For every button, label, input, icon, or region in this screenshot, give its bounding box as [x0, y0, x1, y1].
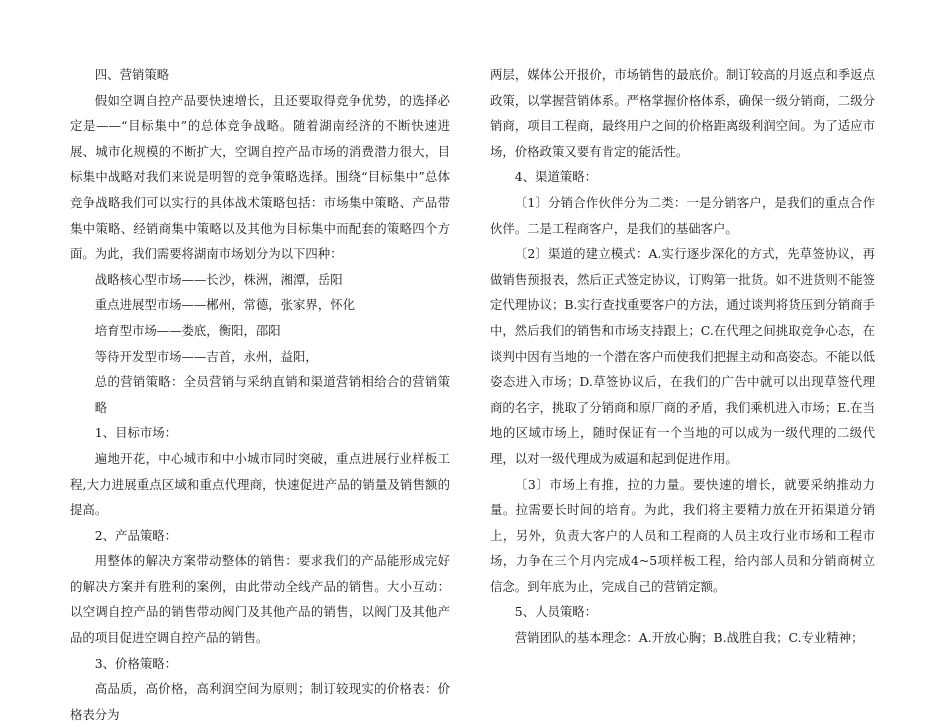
- section-line: 营销团队的基本理念：A.开放心胸；B.战胜自我；C.专业精神；: [514, 630, 864, 646]
- section-line: 战略核心型市场——长沙，株洲，湘潭，岳阳: [94, 271, 343, 287]
- section-line: 等待开发型市场——吉首，永州，益阳，: [94, 348, 318, 364]
- section-line: 四、营销策略: [94, 67, 170, 82]
- section-line: 2、产品策略：: [94, 527, 178, 543]
- continued-paragraph: 两层，媒体公开报价，市场销售的最底价。制订较高的月返点和季返点政策，以掌握营销体系。严格掌握价格体系，确保一级分销商，二级分销商，项目工程商，最终用户之间的价格距离级利润空间。为了适应市场，价格政策又要有肯定的能活性。: [490, 67, 875, 159]
- section-line: 总的营销策略：全员营销与采纳直销和渠道营销相给合的营销策略: [94, 374, 450, 415]
- right-column: [490, 62, 875, 651]
- section-line: 培育型市场——娄底，衡阳，邵阳: [94, 322, 281, 338]
- left-column: [70, 62, 450, 727]
- section-line: 1、目标市场：: [94, 425, 178, 441]
- body-paragraph: 遍地开花，中心城市和中小城市同时突破，重点进展行业样板工程,大力进展重点区域和重点代理商，快速促进产品的销量及销售额的提高。: [70, 450, 450, 518]
- body-paragraph: 〔1〕分销合作伙伴分为二类：一是分销客户，是我们的重点合作伙伴。二是工程商客户，是我们的基础客户。: [490, 194, 875, 236]
- section-line: 4、渠道策略：: [514, 169, 598, 185]
- body-paragraph: 〔3〕市场上有推，拉的力量。要快速的增长，就要采纳推动力量。拉需要长时间的培育。为此，我们将主要精力放在开拓渠道分销上，另外，负责大客户的人员和工程商的人员主攻行业市场和工程市场，力争在三个月内完成4~5项样板工程，给内部人员和分销商树立信念。到年底为止，完成自己的营销定额。: [490, 476, 875, 594]
- section-line: 重点进展型市场——郴州，常德，张家界，怀化: [94, 297, 355, 313]
- body-paragraph: 假如空调自控产品要快速增长，且还要取得竞争优势，的选择必定是——“目标集中”的总体竞争战略。随着湖南经济的不断快速进展、城市化规模的不断扩大，空调自控产品市场的消费潜力很大，目标集中战略对我们来说是明智的竞争策略选择。围绕“目标集中”总体竞争战略我们可以实行的具体战术策略包括：市场集中策略、产品带集中策略、经销商集中策略以及其他为目标集中而配套的策略四个方面。为此，我们需要将湖南市场划分为以下四种：: [70, 92, 450, 262]
- section-line: 3、价格策略：: [94, 655, 178, 671]
- body-paragraph: 〔2〕渠道的建立模式：A.实行逐步深化的方式，先草签协议，再做销售预报表，然后正式签定协议，订购第一批货。如不进货则不能签定代理协议；B.实行查找重要客户的方法，通过谈判将货压到分销商手中，然后我们的销售和市场支持跟上；C.在代理之间挑取竞争心态，在谈判中因有当地的一个潜在客户而使我们把握主动和高姿态。不能以低姿态进入市场；D.草签协议后，在我们的广告中就可以出现草签代理商的名字，挑取了分销商和原厂商的矛盾，我们乘机进入市场；E.在当地的区域市场上，随时保证有一个当地的可以成为一级代理的二级代理，以对一级代理成为威逼和起到促进作用。: [490, 246, 875, 466]
- section-line: 5、人员策略：: [514, 604, 598, 620]
- body-paragraph: 高品质，高价格，高利润空间为原则；制订较现实的价格表：价格表分为: [70, 681, 450, 722]
- body-paragraph: 用整体的解决方案带动整体的销售：要求我们的产品能形成完好的解决方案并有胜利的案例，由此带动全线产品的销售。大小互动：以空调自控产品的销售带动阀门及其他产品的销售，以阀门及其他产品的项目促进空调自控产品的销售。: [70, 553, 450, 646]
